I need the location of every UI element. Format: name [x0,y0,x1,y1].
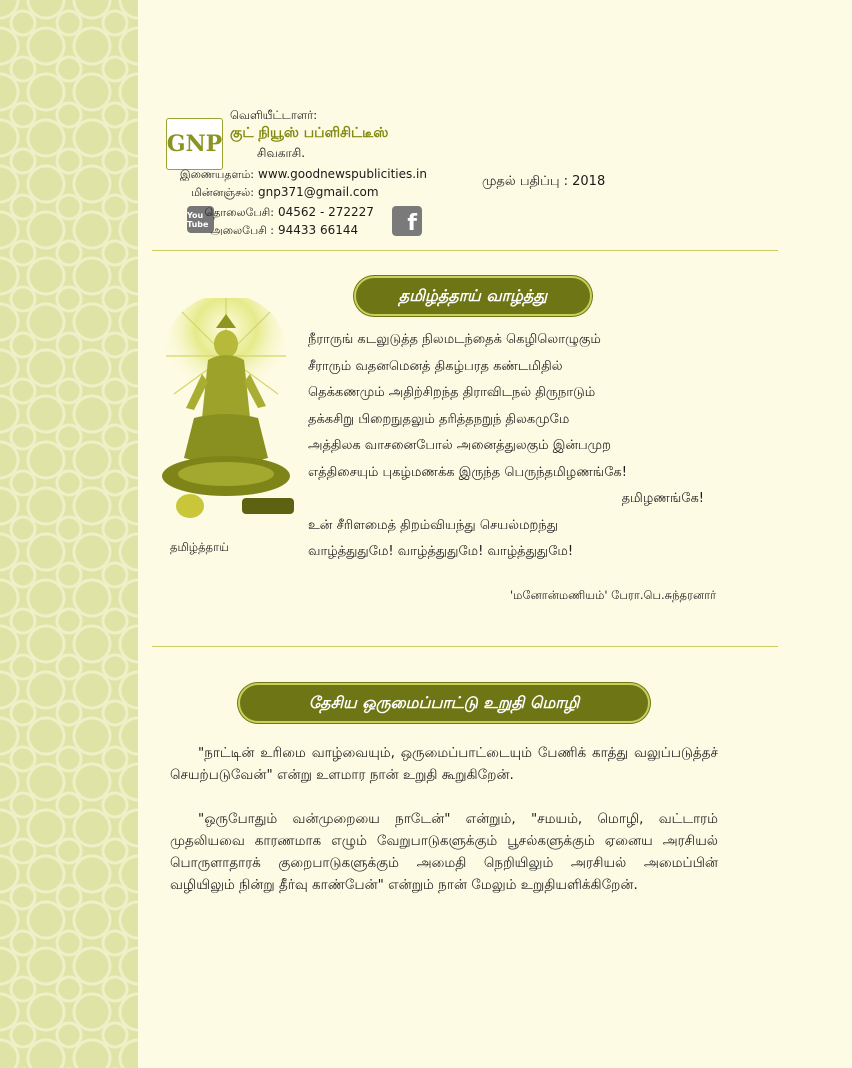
poem-line: தக்கசிறு பிறைநுதலும் தரித்தநறுந் திலகமுமே [308,411,570,427]
email-label: மின்னஞ்சல்: [191,186,254,199]
poem-line: தெக்கணமும் அதிற்சிறந்த திராவிடநல் திருநாடும் [308,385,596,400]
tamil-thai-image [150,298,302,526]
section-title-tamil-thai: தமிழ்த்தாய் வாழ்த்து [354,276,592,316]
poem-line: நீராருங் கடலுடுத்த நிலமடந்தைக் கெழிலொழுகும் [308,332,601,347]
phone-row [192,205,374,221]
decorative-border [0,0,138,1068]
facebook-icon[interactable]: f [392,206,422,236]
publisher-label: வெளியீட்டாளர்: [230,108,318,122]
image-caption: தமிழ்த்தாய் [170,540,229,554]
pledge-paragraph-2: "ஒருபோதும் வன்முறையை நாடேன்" என்றும், "சமயம், மொழி, வட்டாரம் முதலியவை காரணமாக எழும் வேறுபாடுகளுக்கும் பூசல்களுக்கும் ஏனைய அரசியல் பொருளாதாரக் குறைபாடுகளுக்கும் அமைதி நெறியிலும் அரசியல் அமைப்பின் வழியிலும் நின்று தீர்வு காண்பேன்" என்றும் நான் மேலும் உறுதியளிக்கிறேன். [170,811,718,893]
publisher-name: குட் நியூஸ் பப்ளிசிட்டீஸ் [230,125,389,141]
youtube-icon-text: You Tube [187,210,209,229]
phone-label: தொலைபேசி: [204,206,274,219]
publisher-city: சிவகாசி. [257,146,306,160]
mobile-number: 94433 66144 [278,223,359,237]
poem-attribution: 'மனோன்மணியம்' பேரா.பெ.சுந்தரனார் [510,588,717,602]
edition-text: முதல் பதிப்பு : 2018 [482,174,606,189]
tamil-thai-poem [308,330,708,569]
website-link[interactable]: www.goodnewspublicities.in [258,167,427,181]
poem-line: அத்திலக வாசனைபோல் அனைத்துலகும் இன்பமுற [308,438,611,453]
poem-line: சீராரும் வதனமெனத் திகழ்பரத கண்டமிதில் [308,358,563,374]
email-link[interactable]: gnp371@gmail.com [258,185,379,199]
pledge-paragraph-1: "நாட்டின் உரிமை வாழ்வையும், ஒருமைப்பாட்டையும் பேணிக் காத்து வலுப்படுத்தச் செயற்படுவேன்" என்று உளமார நான் உறுதி கூறுகிறேன். [170,745,718,783]
section-title-national-pledge: தேசிய ஒருமைப்பாட்டு உறுதி மொழி [238,683,650,723]
website-label: இணையதளம்: [179,168,254,181]
mobile-row [192,223,358,239]
mobile-label: அலைபேசி : [210,224,274,237]
divider-middle [152,646,778,647]
poem-line: எத்திசையும் புகழ்மணக்க இருந்த பெருந்தமிழணங்கே! [308,464,627,480]
poem-line: உன் சீரிளமைத் திறம்வியந்து செயல்மறந்து [308,517,559,533]
website-row [172,167,427,183]
email-row [172,185,379,201]
gnp-logo: GNP [166,118,223,170]
poem-line: வாழ்த்துதுமே! வாழ்த்துதுமே! வாழ்த்துதுமே! [308,544,574,559]
phone-number: 04562 - 272227 [278,205,374,219]
divider-top [152,250,778,251]
poem-line: தமிழணங்கே! [621,491,704,506]
